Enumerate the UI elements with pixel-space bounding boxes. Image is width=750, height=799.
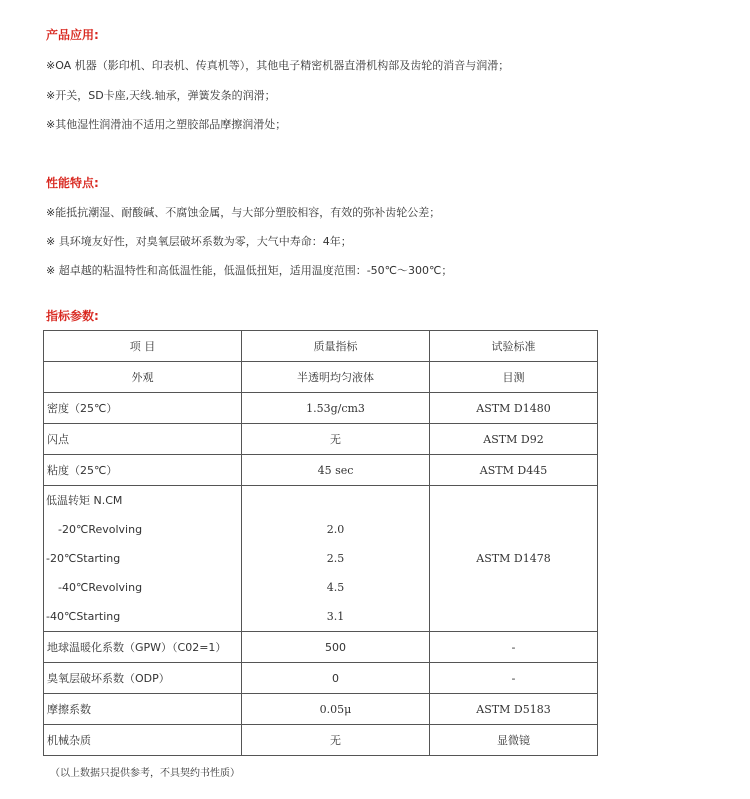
torque-value: 3.1 (326, 610, 345, 623)
table-header-row (44, 331, 598, 362)
item-cell: 外观 (44, 362, 242, 393)
disclaimer-note: （以上数据只提供参考，不具契约书性质） (50, 768, 240, 779)
applications-heading: 产品应用: (46, 28, 99, 42)
value-cell: 500 (242, 632, 430, 663)
item-cell: 摩擦系数 (44, 694, 242, 725)
application-item: ※开关，SD卡座,天线.轴承，弹簧发条的润滑； (46, 89, 276, 102)
torque-value: 2.0 (326, 523, 345, 536)
standard-cell: 显微镜 (430, 725, 598, 756)
header-standard: 试验标准 (430, 331, 598, 362)
standard-cell: 目测 (430, 362, 598, 393)
torque-item-cell (44, 486, 242, 632)
specs-heading: 指标参数: (46, 309, 99, 323)
table-row (44, 632, 598, 663)
value-cell: 无 (242, 725, 430, 756)
standard-cell: ASTM D445 (430, 455, 598, 486)
torque-value-cell (242, 486, 430, 632)
standard-cell: - (430, 632, 598, 663)
value-cell: 1.53g/cm3 (242, 393, 430, 424)
feature-item: ※ 具环境友好性，对臭氧层破坏系数为零，大气中寿命：4年； (46, 235, 352, 248)
standard-cell: ASTM D92 (430, 424, 598, 455)
item-cell: 臭氧层破坏系数（ODP） (44, 663, 242, 694)
feature-item: ※ 超卓越的粘温特性和高低温性能，低温低扭矩，适用温度范围：-50℃～300℃； (46, 264, 453, 277)
features-heading: 性能特点: (46, 176, 99, 190)
value-cell: 0 (242, 663, 430, 694)
torque-title: 低温转矩 N.CM (46, 494, 123, 507)
item-cell: 机械杂质 (44, 725, 242, 756)
table-row (44, 424, 598, 455)
value-cell: 45 sec (242, 455, 430, 486)
table-row-torque (44, 486, 598, 632)
item-cell: 粘度（25℃） (44, 455, 242, 486)
standard-cell: ASTM D5183 (430, 694, 598, 725)
table-row (44, 362, 598, 393)
torque-condition: -20℃Revolving (58, 523, 143, 536)
torque-value: 4.5 (326, 581, 345, 594)
header-quality: 质量指标 (242, 331, 430, 362)
value-cell: 无 (242, 424, 430, 455)
table-row (44, 455, 598, 486)
spec-table (43, 330, 598, 756)
table-row (44, 393, 598, 424)
value-cell: 0.05μ (242, 694, 430, 725)
feature-item: ※能抵抗潮湿、耐酸碱、不腐蚀金属，与大部分塑胶相容，有效的弥补齿轮公差； (46, 206, 441, 219)
application-item: ※其他湿性润滑油不适用之塑胶部品摩擦润滑处； (46, 118, 287, 131)
application-item: ※OA 机器（影印机、印表机、传真机等），其他电子精密机器直滑机构部及齿轮的消音与润滑； (46, 59, 510, 72)
torque-value: 2.5 (326, 552, 345, 565)
table-row (44, 725, 598, 756)
table-row (44, 694, 598, 725)
table-row (44, 663, 598, 694)
value-cell: 半透明均匀液体 (242, 362, 430, 393)
torque-condition: -40℃Revolving (58, 581, 143, 594)
torque-condition: -20℃Starting (46, 552, 121, 565)
header-item: 项 目 (44, 331, 242, 362)
standard-cell: - (430, 663, 598, 694)
standard-cell: ASTM D1480 (430, 393, 598, 424)
item-cell: 闪点 (44, 424, 242, 455)
torque-condition: -40℃Starting (46, 610, 121, 623)
item-cell: 密度（25℃） (44, 393, 242, 424)
item-cell: 地球温暖化系数（GPW）（C02=1） (44, 632, 242, 663)
standard-cell: ASTM D1478 (430, 486, 598, 632)
torque-spacer (242, 486, 429, 515)
